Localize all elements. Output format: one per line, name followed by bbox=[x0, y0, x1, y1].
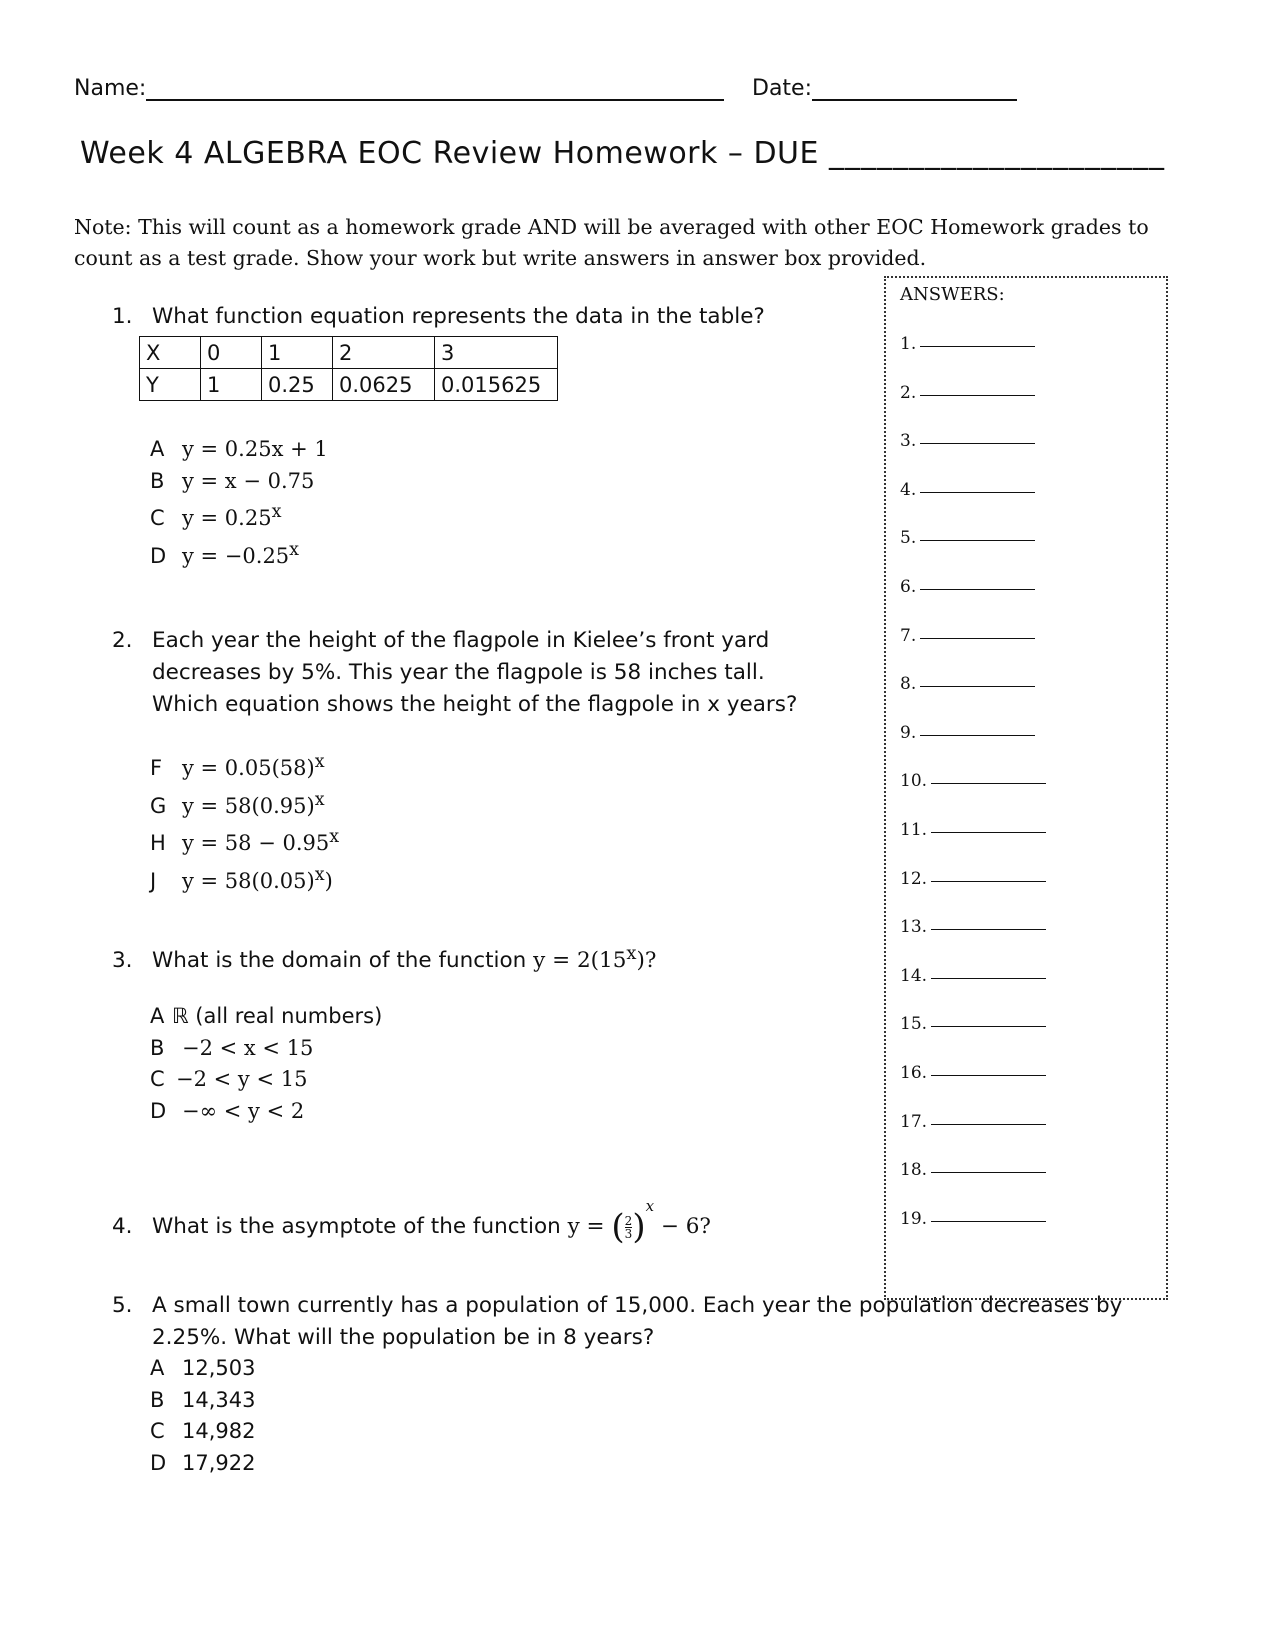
answer-blank[interactable] bbox=[931, 1026, 1046, 1027]
choice-item[interactable] bbox=[150, 535, 328, 573]
choice-math: y = 58(0.05) bbox=[182, 868, 315, 893]
choice-exponent: x bbox=[314, 789, 325, 810]
name-label: Name: bbox=[74, 76, 147, 101]
question-3 bbox=[112, 938, 656, 977]
fraction-numerator: 2 bbox=[624, 1213, 633, 1228]
choice-math: y = 0.25 bbox=[182, 506, 272, 530]
choice-item[interactable] bbox=[150, 1096, 382, 1128]
q1-choices bbox=[150, 434, 328, 572]
question-1 bbox=[112, 301, 765, 333]
answer-blank[interactable] bbox=[920, 735, 1035, 736]
note-paragraph: Note: This will count as a homework grade AND will be averaged with other EOC Homework grades to count as a test grade. Show your work but write answers in answer box provided. bbox=[74, 215, 1149, 270]
choice-math-close: ) bbox=[324, 868, 333, 893]
answer-number: 16. bbox=[900, 1063, 928, 1083]
answer-blank[interactable] bbox=[920, 589, 1035, 590]
answer-blank[interactable] bbox=[931, 783, 1046, 784]
answer-number: 9. bbox=[900, 722, 917, 743]
choice-item[interactable] bbox=[150, 1001, 382, 1033]
fraction-denominator: 3 bbox=[624, 1226, 633, 1241]
answer-blank[interactable] bbox=[931, 1124, 1046, 1125]
answer-blank[interactable] bbox=[931, 832, 1046, 833]
answer-blank[interactable] bbox=[931, 1172, 1046, 1173]
page-title bbox=[80, 136, 1165, 171]
choice-item[interactable] bbox=[150, 1064, 382, 1096]
answer-number: 3. bbox=[900, 431, 917, 452]
answer-row[interactable] bbox=[900, 674, 1035, 694]
choice-item[interactable] bbox=[150, 1385, 255, 1417]
q2-line: Each year the height of the flagpole in Kielee’s front yard bbox=[152, 628, 770, 653]
choice-math: y = x − 0.75 bbox=[182, 468, 315, 493]
answer-number: 2. bbox=[900, 382, 917, 403]
choice-letter: D bbox=[150, 1098, 167, 1123]
title-text: Week 4 ALGEBRA EOC Review Homework – DUE bbox=[80, 136, 819, 171]
date-line bbox=[812, 99, 1017, 101]
choice-math: y = 0.05(58) bbox=[182, 756, 315, 780]
choice-item[interactable] bbox=[150, 1416, 255, 1448]
q5-choices bbox=[150, 1353, 255, 1479]
answers-title: ANSWERS: bbox=[900, 284, 1005, 305]
choice-text: 14,982 bbox=[182, 1419, 256, 1443]
choice-exponent: x bbox=[271, 502, 282, 522]
answer-number: 10. bbox=[900, 771, 928, 792]
answer-row[interactable] bbox=[900, 869, 1046, 889]
answer-blank[interactable] bbox=[920, 395, 1035, 396]
choice-item[interactable] bbox=[150, 785, 339, 823]
answer-row[interactable] bbox=[900, 771, 1046, 791]
answer-number: 18. bbox=[900, 1160, 928, 1181]
q5-line: 2.25%. What will the population be in 8 years? bbox=[152, 1325, 655, 1350]
answer-blank[interactable] bbox=[931, 978, 1046, 979]
choice-letter: J bbox=[150, 868, 157, 893]
answers-box bbox=[884, 276, 1168, 1300]
table-cell: 0.015625 bbox=[435, 369, 558, 401]
q5-line: A small town currently has a population of 15,000. Each year the population decreases by bbox=[152, 1293, 1123, 1318]
q3-math-close: )? bbox=[636, 948, 657, 974]
choice-math: −∞ < y < 2 bbox=[182, 1098, 305, 1123]
table-cell: 1 bbox=[262, 337, 333, 369]
right-paren: ) bbox=[632, 1207, 646, 1247]
q1-number: 1. bbox=[112, 304, 133, 329]
answer-row[interactable] bbox=[900, 966, 1046, 986]
answer-blank[interactable] bbox=[931, 929, 1046, 930]
q3-text: What is the domain of the function bbox=[152, 948, 534, 974]
choice-letter: D bbox=[150, 1450, 167, 1475]
answer-number: 15. bbox=[900, 1014, 928, 1035]
choice-math: y = −0.25 bbox=[182, 543, 290, 568]
choice-text: 14,343 bbox=[182, 1387, 256, 1412]
table-cell: 3 bbox=[435, 337, 558, 369]
answer-row[interactable] bbox=[900, 626, 1035, 646]
q2-line: decreases by 5%. This year the flagpole is 58 inches tall. bbox=[152, 660, 765, 685]
table-row-x bbox=[140, 337, 558, 369]
name-field[interactable] bbox=[74, 76, 724, 101]
choice-letter: B bbox=[150, 1387, 165, 1412]
date-field[interactable] bbox=[752, 76, 1017, 101]
answer-number: 12. bbox=[900, 868, 928, 889]
q3-exponent: x bbox=[626, 943, 637, 964]
q2-choices bbox=[150, 747, 339, 897]
answer-row[interactable] bbox=[900, 1014, 1046, 1034]
table-cell: 0 bbox=[201, 337, 262, 369]
date-label: Date: bbox=[752, 76, 812, 101]
table-cell: 2 bbox=[333, 337, 435, 369]
question-2 bbox=[112, 625, 797, 721]
answer-number: 5. bbox=[900, 528, 917, 549]
question-4 bbox=[112, 1190, 711, 1247]
q4-math-y: y = bbox=[567, 1214, 605, 1239]
answer-row[interactable] bbox=[900, 528, 1035, 548]
answer-number: 19. bbox=[900, 1208, 928, 1229]
choice-letter: C bbox=[150, 1419, 165, 1443]
q2-number: 2. bbox=[112, 628, 133, 653]
answer-row[interactable] bbox=[900, 1112, 1046, 1132]
q5-number: 5. bbox=[112, 1293, 133, 1318]
answer-row[interactable] bbox=[900, 820, 1046, 840]
answer-blank[interactable] bbox=[931, 1221, 1046, 1222]
choice-text: 17,922 bbox=[182, 1450, 256, 1475]
answer-number: 14. bbox=[900, 965, 928, 986]
choice-letter: A bbox=[150, 1356, 165, 1380]
answer-number: 7. bbox=[900, 625, 917, 646]
table-cell: 1 bbox=[201, 369, 262, 401]
q3-number: 3. bbox=[112, 948, 133, 974]
table-row-y bbox=[140, 369, 558, 401]
table-cell: 0.25 bbox=[262, 369, 333, 401]
q1-text: What function equation represents the data in the table? bbox=[152, 304, 765, 329]
answer-blank[interactable] bbox=[920, 346, 1035, 347]
answer-row[interactable] bbox=[900, 1063, 1046, 1083]
answer-number: 11. bbox=[900, 820, 928, 840]
answer-row[interactable] bbox=[900, 917, 1046, 937]
choice-letter: F bbox=[150, 756, 163, 780]
choice-math: y = 0.25x + 1 bbox=[182, 437, 328, 461]
choice-item[interactable] bbox=[150, 1033, 382, 1065]
answer-number: 13. bbox=[900, 917, 928, 938]
q4-math-close: − 6? bbox=[654, 1214, 711, 1239]
choice-item[interactable] bbox=[150, 747, 339, 785]
choice-math: −2 < x < 15 bbox=[182, 1035, 314, 1060]
answer-row[interactable] bbox=[900, 1209, 1046, 1229]
answer-number: 8. bbox=[900, 674, 917, 695]
table-cell: Y bbox=[140, 369, 201, 401]
due-blank: _____________________ bbox=[829, 136, 1166, 171]
answer-number: 17. bbox=[900, 1111, 928, 1132]
choice-item[interactable] bbox=[150, 1448, 255, 1480]
q4-exponent: x bbox=[645, 1197, 655, 1215]
choice-letter: A bbox=[150, 1004, 165, 1028]
choice-exponent: x bbox=[314, 864, 325, 885]
answer-blank[interactable] bbox=[920, 443, 1035, 444]
q4-text: What is the asymptote of the function bbox=[152, 1214, 568, 1239]
choice-item[interactable] bbox=[150, 434, 328, 466]
choice-math: y = 58 − 0.95 bbox=[182, 831, 330, 855]
q3-math: y = 2(15 bbox=[533, 948, 627, 974]
choice-math: y = 58(0.95) bbox=[182, 793, 315, 818]
answer-number: 6. bbox=[900, 577, 917, 597]
answer-number: 4. bbox=[900, 479, 917, 500]
choice-exponent: x bbox=[289, 539, 300, 560]
choice-letter: G bbox=[150, 793, 167, 818]
answer-number: 1. bbox=[900, 334, 917, 354]
choice-exponent: x bbox=[329, 827, 340, 847]
choice-item[interactable] bbox=[150, 1353, 255, 1385]
answer-blank[interactable] bbox=[931, 881, 1046, 882]
table-cell: 0.0625 bbox=[333, 369, 435, 401]
answer-blank[interactable] bbox=[920, 492, 1035, 493]
answer-row[interactable] bbox=[900, 431, 1035, 451]
choice-item[interactable] bbox=[150, 497, 328, 535]
table-cell: X bbox=[140, 337, 201, 369]
answer-blank[interactable] bbox=[920, 686, 1035, 687]
q2-line: Which equation shows the height of the flagpole in x years? bbox=[152, 692, 798, 717]
answer-blank[interactable] bbox=[920, 540, 1035, 541]
answer-row[interactable] bbox=[900, 577, 1035, 597]
choice-item[interactable] bbox=[150, 822, 339, 860]
answer-blank[interactable] bbox=[920, 638, 1035, 639]
answer-row[interactable] bbox=[900, 334, 1035, 354]
answer-row[interactable] bbox=[900, 480, 1035, 500]
choice-exponent: x bbox=[314, 752, 325, 772]
choice-item[interactable] bbox=[150, 860, 339, 898]
answer-row[interactable] bbox=[900, 1160, 1046, 1180]
q1-data-table bbox=[139, 336, 558, 401]
left-paren: ( bbox=[611, 1207, 625, 1247]
choice-text: ℝ (all real numbers) bbox=[172, 1004, 383, 1028]
choice-math: −2 < y < 15 bbox=[176, 1067, 308, 1091]
answer-row[interactable] bbox=[900, 723, 1035, 743]
choice-letter: A bbox=[150, 437, 165, 461]
choice-letter: C bbox=[150, 1067, 165, 1091]
answer-row[interactable] bbox=[900, 383, 1035, 403]
name-line bbox=[146, 99, 724, 101]
choice-letter: D bbox=[150, 543, 167, 568]
q4-number: 4. bbox=[112, 1214, 133, 1239]
choice-letter: B bbox=[150, 1035, 165, 1060]
choice-item[interactable] bbox=[150, 466, 328, 498]
choice-letter: C bbox=[150, 506, 165, 530]
choice-text: 12,503 bbox=[182, 1356, 256, 1380]
q3-choices bbox=[150, 1001, 382, 1127]
choice-letter: H bbox=[150, 831, 166, 855]
answer-blank[interactable] bbox=[931, 1075, 1046, 1076]
choice-letter: B bbox=[150, 468, 165, 493]
